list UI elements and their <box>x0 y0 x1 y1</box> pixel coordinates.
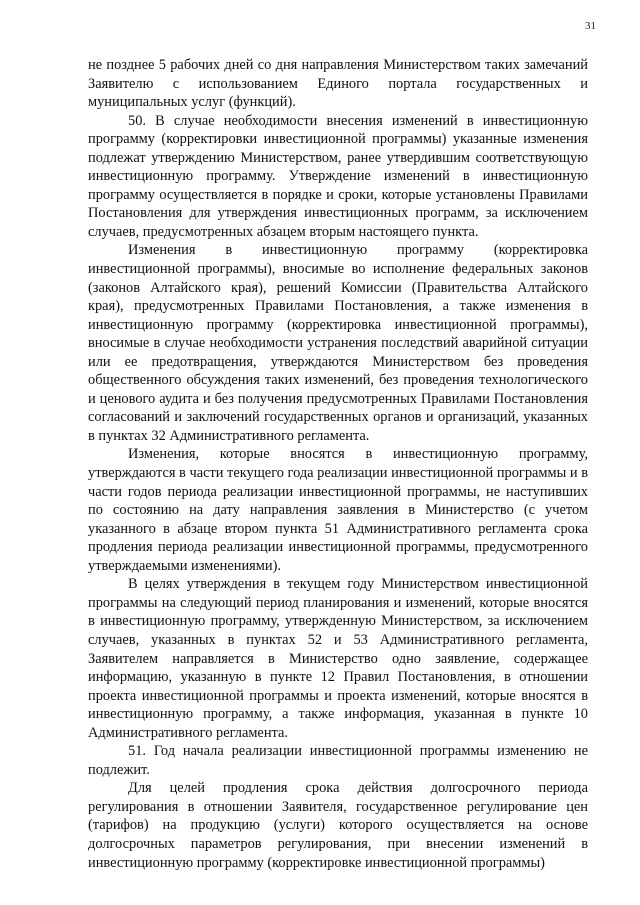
paragraph-item-51: 51. Год начала реализации инвестиционной программы изменению не подлежит. <box>88 743 588 778</box>
paragraph-item-50-fourth: В целях утверждения в текущем году Министерством инвестиционной программы на следующий период планирования и изменений, которые вносятся в инвестиционную программу, утвержденную Министерством, за исключением случаев, указанных в пунктах 52 и 53 Административного регламента, Заявителем направляется в Министерство одно заявление, содержащее информацию, указанную в пункте 12 Правил Постановления, в отношении проекта инвестиционной программы и проекта изменений, которые вносятся в инвестиционную программу, а также информация, указанная в пункте 10 Административного регламента. <box>88 576 588 741</box>
document-body <box>88 56 588 872</box>
paragraph-item-50-third: Изменения, которые вносятся в инвестиционную программу, утверждаются в части текущего года реализации инвестиционной программы и в части годов периода реализации инвестиционной программы, не наступивших по состоянию на дату направления заявления в Министерство (с учетом указанного в абзаце втором пункта 51 Административного регламента срока продления периода реализации инвестиционной программы, предусмотренного утверждаемыми изменениями). <box>88 446 588 574</box>
paragraph-item-50-second: Изменения в инвестиционную программу (корректировка инвестиционной программы), вносимые во исполнение федеральных законов (законов Алтайского края), решений Комиссии (Правительства Алтайского края), предусмотренных Правилами Постановления, а также изменения в инвестиционную программу (корректировка инвестиционной программы), вносимые в случае необходимости устранения последствий аварийной ситуации или ее предотвращения, утверждаются Министерством без проведения общественного обсуждения таких изменений, без проведения технологического и ценового аудита и без получения предусмотренных Правилами Постановления согласований и заключений государственных органов и организаций, указанных в пунктах 32 Административного регламента. <box>88 242 588 444</box>
paragraph-item-51-second: Для целей продления срока действия долгосрочного периода регулирования в отношении Заявителя, государственное регулирование цен (тарифов) на продукцию (услуги) которого осуществляется на основе долгосрочных параметров регулирования, при внесении изменений в инвестиционную программу (корректировке инвестиционной программы) <box>88 780 588 871</box>
paragraph-continuation: не позднее 5 рабочих дней со дня направления Министерством таких замечаний Заявителю с использованием Единого портала государственных и муниципальных услуг (функций). <box>88 57 588 111</box>
paragraph-item-50: 50. В случае необходимости внесения изменений в инвестиционную программу (корректировки инвестиционной программы) указанные изменения подлежат утверждению Министерством, ранее утвердившим соответствующую инвестиционную программу. Утверждение изменений в инвестиционную программу осуществляется в порядке и сроки, которые установлены Правилами Постановления для утверждения инвестиционных программ, за исключением случаев, предусмотренных абзацем вторым настоящего пункта. <box>88 112 588 240</box>
page-number: 31 <box>585 20 596 32</box>
